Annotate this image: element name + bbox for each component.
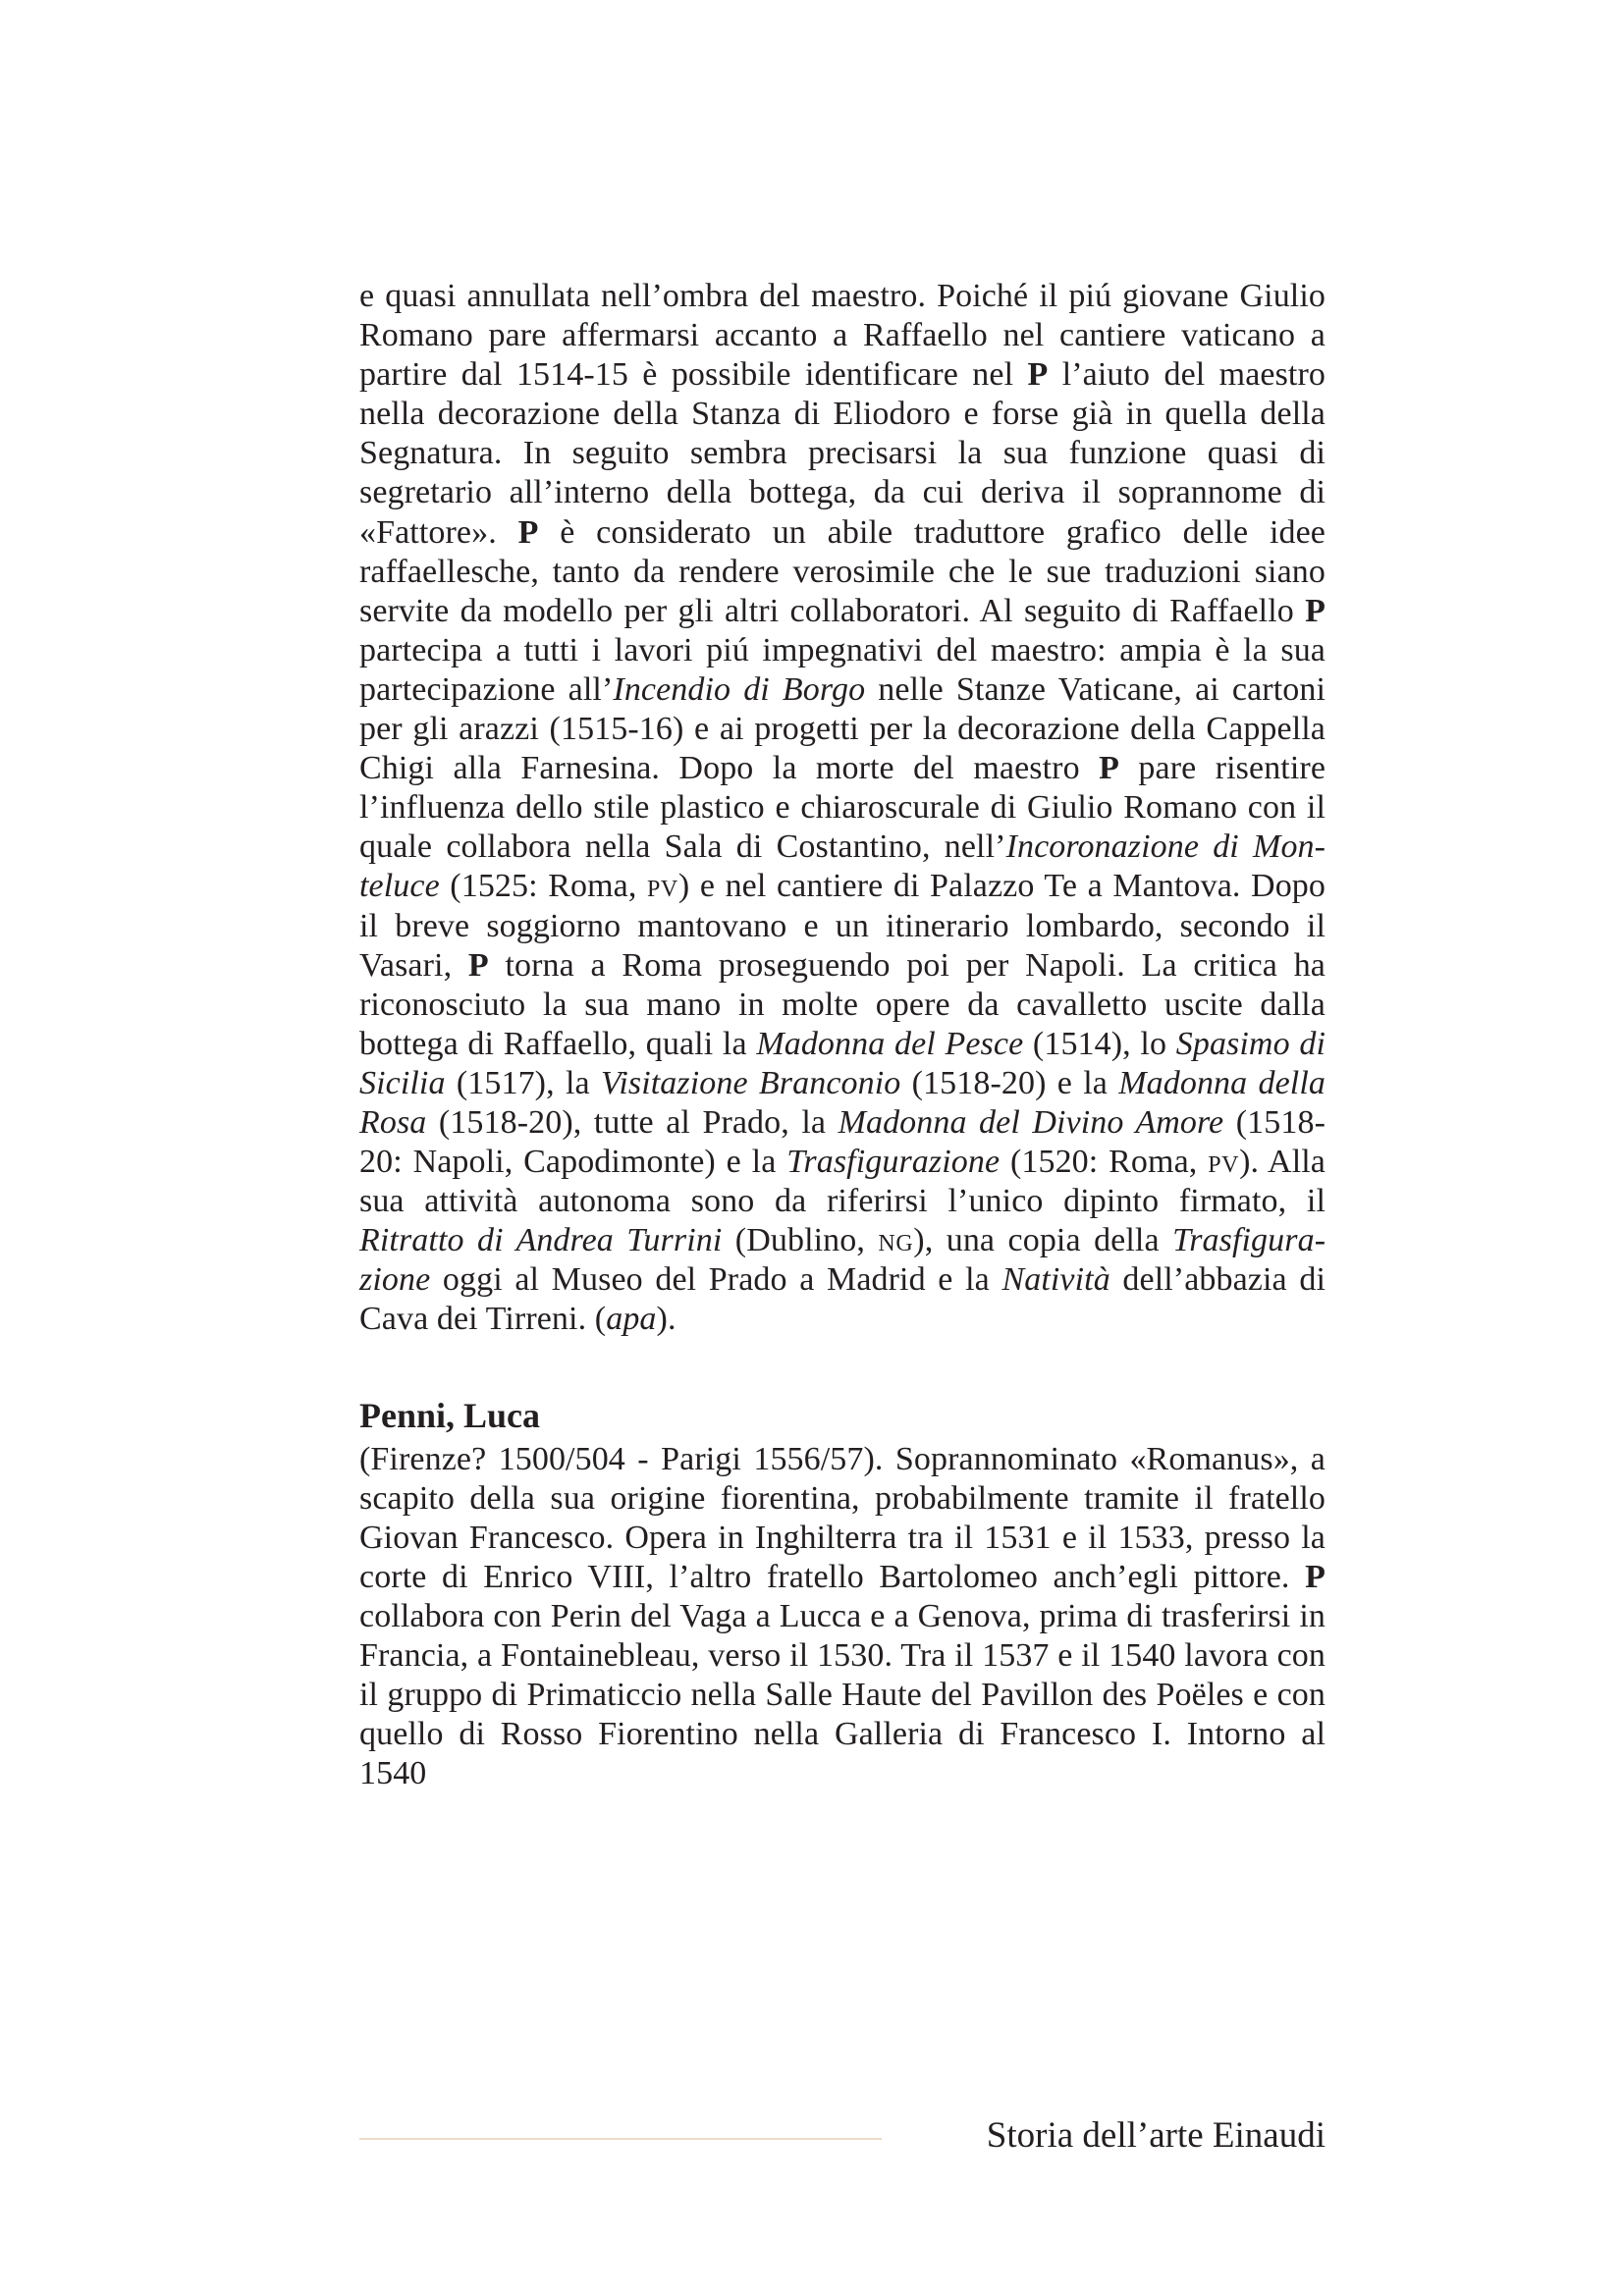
- text-run: (1517), la: [445, 1064, 601, 1101]
- artwork-title: Ritratto di Andrea Turrini: [359, 1222, 723, 1259]
- text-run: nelle Stanze Vaticane, ai cartoni per gli arazzi (1515-16) e ai progetti per la decorazione della Cappella Chigi alla Farnesina. Dopo la morte del maestro: [359, 670, 1325, 787]
- text-run: partecipa a tutti i lavori piú impegnativi del maestro: ampia è la sua partecipazione all’: [359, 631, 1325, 708]
- collection-abbrev: pv: [1208, 1144, 1240, 1181]
- artwork-title: Incoronazione di Monteluce: [359, 828, 1325, 905]
- artwork-title: Trasfigurazione: [359, 1222, 1326, 1299]
- text-run: (1520: Roma,: [1000, 1144, 1209, 1181]
- text-run: dell’abbazia di Cava dei Tirreni. (: [359, 1261, 1325, 1338]
- footer-rule: [359, 2138, 882, 2140]
- artwork-title: Incendio di Borgo: [613, 670, 866, 708]
- entry-abbrev-bold: P: [517, 513, 539, 551]
- artwork-title: Trasfigurazione: [786, 1144, 1001, 1181]
- entry-abbrev-bold: P: [1099, 750, 1119, 787]
- collection-abbrev: pv: [646, 868, 678, 905]
- artwork-title: Natività: [1001, 1261, 1110, 1299]
- text-run: è considerato un abile traduttore grafico delle idee raffaellesche, tanto da rendere verosimile che le sue traduzioni siano servite da modello per gli altri collaboratori. Al seguito di Raffaello: [359, 513, 1325, 629]
- footer-title: Storia dell’arte Einaudi: [986, 2115, 1325, 2156]
- entry-continued-paragraph: [359, 277, 1325, 1340]
- text-run: ), una copia della: [913, 1222, 1173, 1259]
- text-run: (1525: Roma,: [439, 868, 647, 905]
- text-run: (1518-20: Napoli, Capodimonte) e la: [359, 1103, 1325, 1181]
- text-run: ).: [656, 1301, 676, 1338]
- text-run: (1518-20) e la: [900, 1064, 1119, 1101]
- text-run: (1518-20), tutte al Prado, la: [426, 1103, 839, 1141]
- artwork-title: Madonna del Pesce: [756, 1025, 1024, 1062]
- entry-heading-penni-luca: Penni, Luca: [359, 1395, 541, 1435]
- entry-abbrev-bold: P: [1305, 1558, 1325, 1595]
- text-run: (Firenze? 1500/504 - Parigi 1556/57). Soprannominato «Romanus», a scapito della sua origine fiorentina, probabilmente tramite il fratello Giovan Francesco. Opera in Inghilterra tra il 1531 e il 1533, presso la corte di Enrico VIII, l’altro fratello Bartolomeo anch’egli pittore.: [359, 1440, 1325, 1595]
- text-run: torna a Roma proseguendo poi per Napoli. La critica ha riconosciuto la sua mano in molte opere da cavalletto uscite dalla bottega di Raffaello, quali la: [359, 946, 1325, 1062]
- entry-abbrev-bold: P: [1027, 356, 1049, 394]
- artwork-title: Visitazione Branconio: [600, 1064, 901, 1101]
- text-run: e quasi annullata nell’ombra del maestro. Poiché il piú giovane Giulio Romano pare affermarsi accanto a Raffaello nel cantiere vaticano a partire dal 1514-15 è possibile identificare nel: [359, 278, 1325, 394]
- text-run: l’aiuto del maestro nella decorazione della Stanza di Eliodoro e forse già in quella della Segnatura. In seguito sembra precisarsi la sua funzione quasi di segretario all’interno della bottega, da cui deriva il soprannome di «Fattore».: [359, 356, 1325, 551]
- artwork-title: Spasimo di Sicilia: [359, 1025, 1325, 1101]
- text-run: collabora con Perin del Vaga a Lucca e a Genova, prima di trasferirsi in Francia, a Fontainebleau, verso il 1530. Tra il 1537 e il 1540 lavora con il gruppo di Primaticcio nella Salle Haute del Pavillon des Poëles e con quello di Rosso Fiorentino nella Galleria di Francesco I. Intorno al 1540: [359, 1597, 1325, 1792]
- artwork-title: apa: [606, 1301, 657, 1338]
- text-run: pare risentire l’influenza dello stile plastico e chiaroscurale di Giulio Romano con il quale collabora nella Sala di Costantino, nell’: [359, 750, 1326, 866]
- text-run: oggi al Museo del Prado a Madrid e la: [430, 1261, 1002, 1299]
- page-footer: [359, 2114, 1325, 2158]
- collection-abbrev: ng: [878, 1222, 914, 1259]
- text-run: ) e nel cantiere di Palazzo Te a Mantova. Dopo il breve soggiorno mantovano e un itinerario lombardo, secondo il Vasari,: [359, 868, 1326, 984]
- entry-penni-luca-paragraph: [359, 1440, 1325, 1794]
- entry-abbrev-bold: P: [1305, 592, 1325, 629]
- text-run: ). Alla sua attività autonoma sono da riferirsi l’unico dipinto firmato, il: [359, 1144, 1325, 1220]
- entry-abbrev-bold: P: [467, 946, 489, 984]
- artwork-title: Madonna del Divino Amore: [838, 1103, 1224, 1141]
- text-column: [359, 277, 1325, 1793]
- text-run: (1514), lo: [1023, 1025, 1176, 1062]
- text-run: (Dublino,: [722, 1222, 879, 1259]
- artwork-title: Madonna della Rosa: [359, 1064, 1325, 1141]
